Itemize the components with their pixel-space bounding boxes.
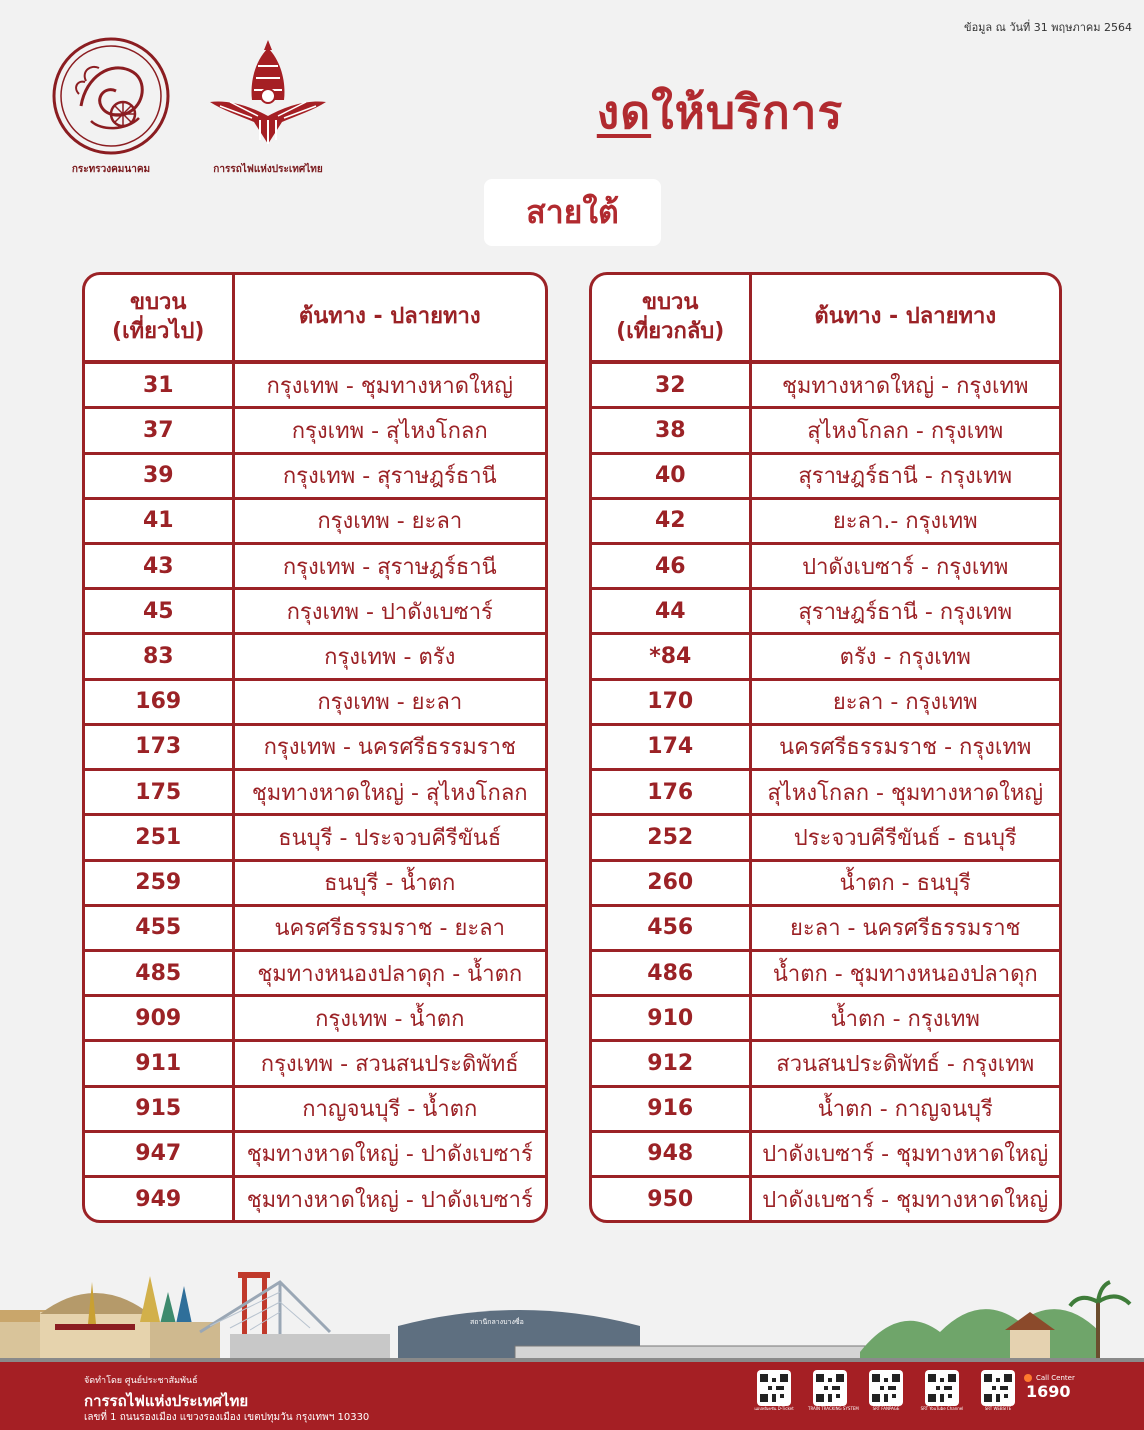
table-row [592, 815, 1059, 860]
qr-code-item[interactable] [752, 1370, 796, 1412]
table-row [85, 815, 545, 860]
train-number: 43 [85, 543, 233, 588]
table-row [85, 1041, 545, 1086]
train-number: 915 [85, 1086, 233, 1131]
train-number: 32 [592, 362, 750, 408]
route-cell: สวนสนประดิพัทธ์ - กรุงเทพ [750, 1041, 1059, 1086]
table-header-row [85, 275, 545, 362]
train-number: 40 [592, 453, 750, 498]
qr-caption: แอปพลิเคชัน D-Ticket [754, 1406, 794, 1411]
table-row [592, 362, 1059, 408]
header-train [592, 275, 750, 362]
table-row [85, 362, 545, 408]
qr-caption: SRT WEBSITE [984, 1406, 1012, 1411]
qr-code-icon [869, 1370, 903, 1406]
srt-caption: การรถไฟแห่งประเทศไทย [213, 164, 323, 175]
train-number: 169 [85, 679, 233, 724]
table-row [85, 905, 545, 950]
call-center-number: 1690 [1026, 1382, 1071, 1401]
station-sign: สถานีกลางบางซื่อ [470, 1318, 524, 1326]
route-cell: ยะลา.- กรุงเทพ [750, 498, 1059, 543]
route-cell: ชุมทางหาดใหญ่ - ปาดังเบซาร์ [233, 1131, 545, 1176]
srt-logo [198, 36, 338, 177]
date-note: ข้อมูล ณ วันที่ 31 พฤษภาคม 2564 [964, 21, 1132, 34]
train-number: 175 [85, 770, 233, 815]
table-row [592, 905, 1059, 950]
route-cell: กรุงเทพ - นครศรีธรรมราช [233, 724, 545, 769]
route-cell: สุไหงโกลก - ชุมทางหาดใหญ่ [750, 770, 1059, 815]
route-cell: กรุงเทพ - ปาดังเบซาร์ [233, 589, 545, 634]
train-number: 485 [85, 950, 233, 995]
train-number: 46 [592, 543, 750, 588]
table-row [85, 1177, 545, 1220]
route-cell: ปาดังเบซาร์ - กรุงเทพ [750, 543, 1059, 588]
qr-code-item[interactable] [864, 1370, 908, 1412]
train-number: 176 [592, 770, 750, 815]
qr-caption: TRAIN TRACKING SYSTEM [808, 1406, 859, 1411]
train-number: 909 [85, 996, 233, 1041]
train-number: 38 [592, 408, 750, 453]
route-cell: น้ำตก - ชุมทางหนองปลาดุก [750, 950, 1059, 995]
route-cell: นครศรีธรรมราช - กรุงเทพ [750, 724, 1059, 769]
qr-caption: SRT YouTube Channel [920, 1406, 964, 1411]
route-cell: กาญจนบุรี - น้ำตก [233, 1086, 545, 1131]
qr-code-icon [925, 1370, 959, 1406]
route-cell: สุราษฎร์ธานี - กรุงเทพ [750, 589, 1059, 634]
route-cell: ชุมทางหาดใหญ่ - ปาดังเบซาร์ [246, 1187, 533, 1213]
train-number: 83 [85, 634, 233, 679]
route-cell: กรุงเทพ - สุไหงโกลก [233, 408, 545, 453]
route-cell: ธนบุรี - น้ำตก [233, 860, 545, 905]
title-part1: งด [596, 85, 652, 139]
header-train-line2: (เที่ยวกลับ) [616, 318, 725, 344]
header-train-line1: ขบวน [642, 289, 699, 315]
table-row [85, 498, 545, 543]
train-number: 39 [85, 453, 233, 498]
call-center[interactable] [1026, 1374, 1075, 1401]
route-cell: ชุมทางหนองปลาดุก - น้ำตก [233, 950, 545, 995]
train-number: 41 [85, 498, 233, 543]
route-cell: กรุงเทพ - ชุมทางหาดใหญ่ [233, 362, 545, 408]
header-train-line2: (เที่ยวไป) [112, 318, 205, 344]
route-cell: กรุงเทพ - สุราษฎร์ธานี [233, 453, 545, 498]
route-cell: น้ำตก - ธนบุรี [750, 860, 1059, 905]
route-cell: ยะลา - กรุงเทพ [750, 679, 1059, 724]
inbound-rows [592, 362, 1059, 1220]
table-row [85, 453, 545, 498]
train-number: 911 [85, 1041, 233, 1086]
phone-icon [1024, 1374, 1032, 1382]
route-cell: สุราษฎร์ธานี - กรุงเทพ [750, 453, 1059, 498]
table-row [592, 724, 1059, 769]
route-cell: กรุงเทพ - ยะลา [233, 679, 545, 724]
train-number: 174 [592, 724, 750, 769]
table-row [85, 1086, 545, 1131]
footer-org-name: การรถไฟแห่งประเทศไทย [84, 1392, 249, 1410]
route-cell: ชุมทางหาดใหญ่ - สุไหงโกลก [233, 770, 545, 815]
route-cell: กรุงเทพ - ยะลา [233, 498, 545, 543]
train-number: 251 [85, 815, 233, 860]
route-cell: กรุงเทพ - สุราษฎร์ธานี [233, 543, 545, 588]
outbound-table [82, 272, 548, 1223]
srt-emblem-icon [206, 36, 330, 156]
train-number: *84 [592, 634, 750, 679]
train-number: 31 [85, 362, 233, 408]
table-row [592, 1131, 1059, 1176]
qr-code-icon [981, 1370, 1015, 1406]
footer-org-address: เลขที่ 1 ถนนรองเมือง แขวงรองเมือง เขตปทุมวัน กรุงเทพฯ 10330 [84, 1412, 370, 1423]
route-cell: ชุมทางหาดใหญ่ - กรุงเทพ [750, 362, 1059, 408]
train-number: 259 [85, 860, 233, 905]
route-cell: กรุงเทพ - สวนสนประดิพัทธ์ [233, 1041, 545, 1086]
header-train-line1: ขบวน [130, 289, 187, 315]
table-row [85, 950, 545, 995]
table-row [592, 634, 1059, 679]
table-row [592, 996, 1059, 1041]
route-cell: น้ำตก - กรุงเทพ [750, 996, 1059, 1041]
qr-caption: SRT FANPAGE [872, 1406, 900, 1411]
outbound-rows [85, 362, 545, 1220]
qr-code-item[interactable] [976, 1370, 1020, 1412]
table-row [592, 498, 1059, 543]
train-number: 42 [592, 498, 750, 543]
table-row [592, 1086, 1059, 1131]
train-number: 949 [85, 1177, 233, 1220]
route-cell: ธนบุรี - ประจวบคีรีขันธ์ [233, 815, 545, 860]
train-number: 173 [85, 724, 233, 769]
table-row [592, 543, 1059, 588]
table-row [592, 408, 1059, 453]
train-number: 252 [592, 815, 750, 860]
table-row [85, 1131, 545, 1176]
inbound-table [589, 272, 1062, 1223]
table-row [85, 634, 545, 679]
route-cell: กรุงเทพ - น้ำตก [233, 996, 545, 1041]
table-row [592, 453, 1059, 498]
qr-code-icon [813, 1370, 847, 1406]
train-number: 947 [85, 1131, 233, 1176]
train-number: 260 [592, 860, 750, 905]
header-train [85, 275, 233, 362]
footer-org-small: จัดทำโดย ศูนย์ประชาสัมพันธ์ [84, 1376, 198, 1386]
table-row [592, 770, 1059, 815]
table-row [592, 950, 1059, 995]
train-number: 910 [592, 996, 750, 1041]
table-row [85, 724, 545, 769]
table-header-row [592, 275, 1059, 362]
header-route: ต้นทาง - ปลายทาง [233, 275, 545, 362]
table-row [592, 1177, 1059, 1220]
route-cell: กรุงเทพ - ตรัง [233, 634, 545, 679]
route-cell: ปาดังเบซาร์ - ชุมทางหาดใหญ่ [762, 1187, 1049, 1213]
table-row [85, 679, 545, 724]
train-number: 45 [85, 589, 233, 634]
train-number: 456 [592, 905, 750, 950]
qr-code-item[interactable] [808, 1370, 859, 1412]
train-number: 912 [592, 1041, 750, 1086]
table-row [85, 408, 545, 453]
page-title [540, 76, 900, 149]
table-row [85, 996, 545, 1041]
route-cell: ประจวบคีรีขันธ์ - ธนบุรี [750, 815, 1059, 860]
header-route: ต้นทาง - ปลายทาง [750, 275, 1059, 362]
footer [0, 1362, 1144, 1430]
route-cell: นครศรีธรรมราช - ยะลา [233, 905, 545, 950]
train-number: 950 [592, 1177, 750, 1220]
line-badge: สายใต้ [484, 179, 661, 246]
table-row [85, 860, 545, 905]
train-number: 948 [592, 1131, 750, 1176]
route-cell: น้ำตก - กาญจนบุรี [750, 1086, 1059, 1131]
ministry-seal-icon [51, 36, 171, 156]
table-row [85, 543, 545, 588]
ministry-caption: กระทรวงคมนาคม [71, 164, 151, 175]
table-row [592, 679, 1059, 724]
train-number: 455 [85, 905, 233, 950]
route-cell: ปาดังเบซาร์ - ชุมทางหาดใหญ่ [750, 1131, 1059, 1176]
title-part2: ให้บริการ [651, 85, 844, 139]
table-row [85, 589, 545, 634]
route-cell: สุไหงโกลก - กรุงเทพ [750, 408, 1059, 453]
table-row [592, 1041, 1059, 1086]
table-row [592, 589, 1059, 634]
city-skyline-illustration [0, 1262, 1144, 1366]
train-number: 37 [85, 408, 233, 453]
train-number: 170 [592, 679, 750, 724]
ministry-logo [50, 36, 172, 177]
train-number: 916 [592, 1086, 750, 1131]
route-cell: ตรัง - กรุงเทพ [750, 634, 1059, 679]
qr-code-icon [757, 1370, 791, 1406]
train-number: 486 [592, 950, 750, 995]
table-row [85, 770, 545, 815]
qr-code-item[interactable] [920, 1370, 964, 1412]
call-center-label: Call Center [1036, 1374, 1075, 1382]
train-number: 44 [592, 589, 750, 634]
route-cell: ยะลา - นครศรีธรรมราช [750, 905, 1059, 950]
table-row [592, 860, 1059, 905]
